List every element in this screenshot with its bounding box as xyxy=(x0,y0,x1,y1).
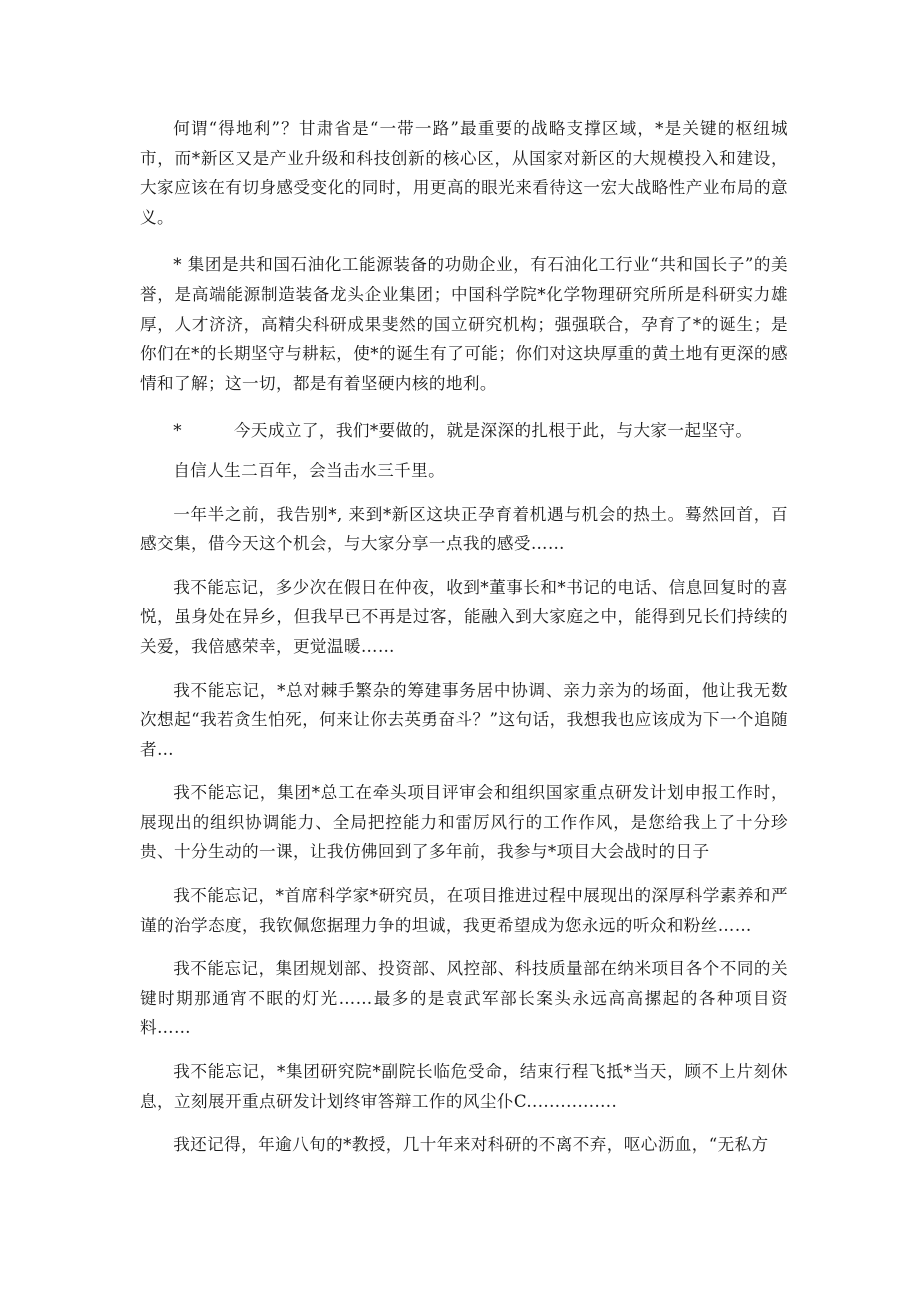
paragraph-founding-text: 今天成立了，我们*要做的，就是深深的扎根于此，与大家一起坚守。 xyxy=(233,421,753,441)
paragraph-memory-2: 我不能忘记，*总对棘手繁杂的筹建事务居中协调、亲力亲为的场面，他让我无数次想起“我若贪生怕死，何来让你去英勇奋斗？”这句话，我想我也应该成为下一个追随者… xyxy=(140,680,788,759)
document-body xyxy=(140,114,788,1160)
paragraph-memory-4: 我不能忘记，*首席科学家*研究员，在项目推进过程中展现出的深厚科学素养和严谨的治学态度，我钦佩您据理力争的坦诚，我更希望成为您永远的听众和粉丝…… xyxy=(140,886,788,935)
paragraph-founding-lead: * xyxy=(173,421,182,441)
paragraph-memory-3: 我不能忘记，集团*总工在牵头项目评审会和组织国家重点研发计划申报工作时，展现出的组织协调能力、全局把控能力和雷厉风行的工作作风，是您给我上了十分珍贵、十分生动的一课，让我仿佛回到了多年前，我参与*项目大会战时的日子 xyxy=(140,783,788,862)
paragraph-memory-1: 我不能忘记，多少次在假日在仲夜，收到*董事长和*书记的电话、信息回复时的喜悦，虽身处在异乡，但我早已不再是过客，能融入到大家庭之中，能得到兄长们持续的关爱，我倍感荣幸，更觉温暖…… xyxy=(140,577,788,656)
paragraph-memory-5: 我不能忘记，集团规划部、投资部、风控部、科技质量部在纳米项目各个不同的关键时期那通宵不眠的灯光……最多的是袁武军部长案头永远高高摞起的各种项目资料…… xyxy=(140,959,788,1038)
paragraph-poem: 自信人生二百年，会当击水三千里。 xyxy=(173,460,446,480)
paragraph-remember: 我还记得，年逾八旬的*教授，几十年来对科研的不离不弃，呕心沥血，“无私方 xyxy=(173,1135,769,1155)
paragraph-memory-6: 我不能忘记，*集团研究院*副院长临危受命，结束行程飞抵*当天，顾不上片刻休息，立刻展开重点研发计划终审答辩工作的风尘仆C................ xyxy=(140,1062,788,1111)
paragraph-farewell: 一年半之前，我告别*, 来到*新区这块正孕育着机遇与机会的热土。蓦然回首，百感交集，借今天这个机会，与大家分享一点我的感受…… xyxy=(140,504,788,554)
paragraph-founding xyxy=(140,416,788,446)
paragraph-land-advantage: 何谓“得地利”？甘肃省是“一带一路”最重要的战略支撑区域，*是关键的枢纽城市，而*新区又是产业升级和科技创新的核心区，从国家对新区的大规模投入和建设，大家应该在有切身感受变化的同时，用更高的眼光来看待这一宏大战略性产业布局的意义。 xyxy=(140,119,788,227)
paragraph-group-intro: * 集团是共和国石油化工能源装备的功勋企业，有石油化工行业“共和国长子”的美誉，是高端能源制造装备龙头企业集团；中国科学院*化学物理研究所所是科研实力雄厚，人才济济，高精尖科研成果斐然的国立研究机构；强强联合，孕育了*的诞生；是你们在*的长期坚守与耕耘，使*的诞生有了可能；你们对这块厚重的黄土地有更深的感情和了解；这一切，都是有着坚硬内核的地利。 xyxy=(140,255,788,393)
